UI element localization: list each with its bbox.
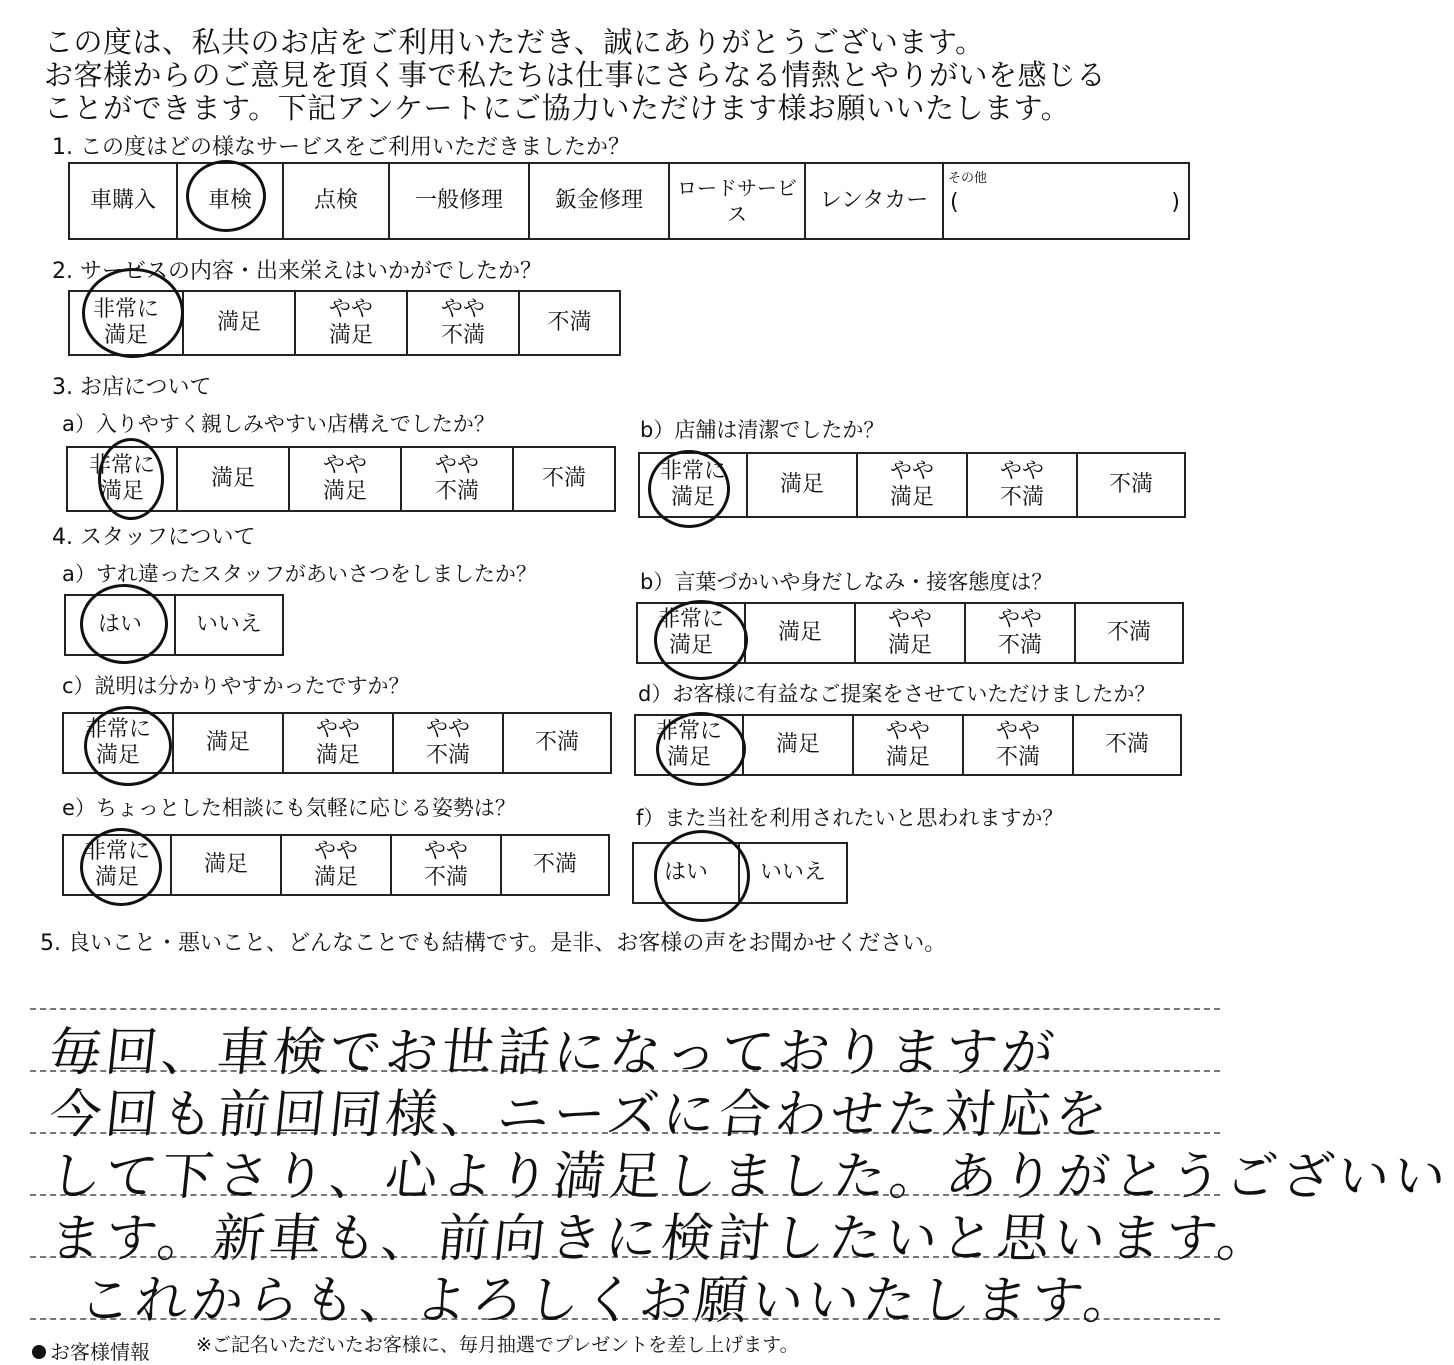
q3a-option-satisfied[interactable]: 満足 xyxy=(177,447,289,511)
q4b-question: b）言葉づかいや身だしなみ・接客態度は？ xyxy=(640,570,1053,594)
option-label: やや xyxy=(997,607,1042,632)
q4f-options xyxy=(632,842,848,904)
option-label: 非常に xyxy=(84,717,151,742)
q3a-question: a）入りやすく親しみやすい店構えでしたか？ xyxy=(62,412,495,436)
q3b-option-somewhat-satisfied[interactable] xyxy=(857,453,967,517)
intro-line: この度は、私共のお店をご利用いただき、誠にありがとうございます。 xyxy=(44,25,985,59)
q4e-question: e）ちょっとした相談にも気軽に応じる姿勢は？ xyxy=(62,796,516,820)
q1-option-other[interactable] xyxy=(943,163,1189,239)
q4b-option-somewhat-dissatisfied[interactable] xyxy=(965,603,1075,663)
q3a-option-somewhat-satisfied[interactable] xyxy=(289,447,401,511)
q4c-options xyxy=(62,712,612,774)
q3b-option-very-satisfied[interactable] xyxy=(639,453,747,517)
q4a-option-no[interactable]: いいえ xyxy=(175,595,283,655)
q3a-option-dissatisfied[interactable]: 不満 xyxy=(513,447,615,511)
option-label: 満足 xyxy=(328,323,373,348)
q2-options xyxy=(68,290,621,356)
option-label: やや xyxy=(885,719,930,744)
q3a-options xyxy=(66,446,616,512)
q1-option-checkup[interactable]: 点検 xyxy=(283,163,389,239)
q4f-option-no[interactable]: いいえ xyxy=(739,843,847,903)
option-label: やや xyxy=(425,717,470,742)
intro-line: ことができます。下記アンケートにご協力いただけます様お願いいたします。 xyxy=(44,91,1071,125)
option-label: 満足 xyxy=(315,743,360,768)
option-label: 非常に xyxy=(659,459,726,484)
option-label: やや xyxy=(315,717,360,742)
q2-option-somewhat-dissatisfied[interactable] xyxy=(407,291,519,355)
bullet-icon xyxy=(32,1345,46,1359)
q2-option-dissatisfied[interactable]: 不満 xyxy=(519,291,620,355)
lottery-note: ※ご記名いただいたお客様に、毎月抽選でプレゼントを差し上げます。 xyxy=(196,1334,799,1356)
paren-close: ) xyxy=(1171,190,1180,215)
q4d-option-somewhat-dissatisfied[interactable] xyxy=(963,715,1073,775)
q3b-option-somewhat-dissatisfied[interactable] xyxy=(967,453,1077,517)
q1-option-general-repair[interactable]: 一般修理 xyxy=(389,163,529,239)
q4c-option-somewhat-satisfied[interactable] xyxy=(283,713,393,773)
q1-option-rental-car[interactable]: レンタカー xyxy=(805,163,943,239)
option-label: 満足 xyxy=(885,745,930,770)
intro-line: お客様からのご意見を頂く事で私たちは仕事にさらなる情熱とやりがいを感じる xyxy=(44,58,1107,92)
q1-option-car-purchase[interactable]: 車購入 xyxy=(69,163,177,239)
option-label: 非常に xyxy=(657,607,724,632)
q4b-options xyxy=(636,602,1184,664)
option-label: 不満 xyxy=(440,323,485,348)
option-label: やや xyxy=(889,459,934,484)
q4d-option-dissatisfied[interactable]: 不満 xyxy=(1073,715,1181,775)
customer-info-label: お客様情報 xyxy=(50,1340,150,1364)
q4c-option-satisfied[interactable]: 満足 xyxy=(173,713,283,773)
option-label: 満足 xyxy=(322,479,367,504)
q4e-option-somewhat-dissatisfied[interactable] xyxy=(391,835,501,895)
comment-area[interactable] xyxy=(30,1000,1453,1331)
option-label: 非常に xyxy=(83,839,150,864)
q3b-option-dissatisfied[interactable]: 不満 xyxy=(1077,453,1185,517)
q4c-option-very-satisfied[interactable] xyxy=(63,713,173,773)
q4c-question: c）説明は分かりやすかったですか？ xyxy=(62,674,410,698)
option-label: やや xyxy=(887,607,932,632)
q3b-option-satisfied[interactable]: 満足 xyxy=(747,453,857,517)
q4-title: 4. スタッフについて xyxy=(52,525,256,550)
option-label: 満足 xyxy=(95,743,140,768)
q3a-option-very-satisfied[interactable] xyxy=(67,447,177,511)
option-label: 満足 xyxy=(668,633,713,658)
q4d-option-very-satisfied[interactable] xyxy=(635,715,743,775)
option-label: 非常に xyxy=(655,719,722,744)
q4d-options xyxy=(634,714,1182,776)
customer-info-heading xyxy=(32,1336,150,1365)
q4f-question: f）また当社を利用されたいと思われますか？ xyxy=(636,806,1064,830)
option-label: やや xyxy=(440,297,485,322)
option-label: 非常に xyxy=(88,453,155,478)
q1-options xyxy=(68,162,1190,240)
option-label: 満足 xyxy=(103,323,148,348)
q4b-option-satisfied[interactable]: 満足 xyxy=(745,603,855,663)
option-label: 満足 xyxy=(889,485,934,510)
q4b-option-dissatisfied[interactable]: 不満 xyxy=(1075,603,1183,663)
q4b-option-somewhat-satisfied[interactable] xyxy=(855,603,965,663)
q4d-option-satisfied[interactable]: 満足 xyxy=(743,715,853,775)
q1-option-inspection-shaken[interactable]: 車検 xyxy=(177,163,283,239)
option-label: 不満 xyxy=(423,865,468,890)
q2-option-very-satisfied[interactable] xyxy=(69,291,183,355)
handwritten-line: これからも、よろしくお願いいたします。 xyxy=(76,1271,1143,1331)
q4e-option-satisfied[interactable]: 満足 xyxy=(171,835,281,895)
option-label: やや xyxy=(423,839,468,864)
option-label: 満足 xyxy=(887,633,932,658)
q4e-option-dissatisfied[interactable]: 不満 xyxy=(501,835,609,895)
q3b-question: b）店舗は清潔でしたか？ xyxy=(640,418,885,442)
q4d-option-somewhat-satisfied[interactable] xyxy=(853,715,963,775)
q4a-options xyxy=(64,594,284,656)
other-label: その他 xyxy=(948,171,988,186)
option-label: 満足 xyxy=(94,865,139,890)
q4f-option-yes[interactable]: はい xyxy=(633,843,739,903)
q3a-option-somewhat-dissatisfied[interactable] xyxy=(401,447,513,511)
q4c-option-somewhat-dissatisfied[interactable] xyxy=(393,713,503,773)
q4e-options xyxy=(62,834,610,896)
q4e-option-somewhat-satisfied[interactable] xyxy=(281,835,391,895)
q3-title: 3. お店について xyxy=(52,375,212,400)
option-label: 満足 xyxy=(313,865,358,890)
q2-option-satisfied[interactable]: 満足 xyxy=(183,291,295,355)
option-label: 不満 xyxy=(997,633,1042,658)
q5-question: 5. 良いこと・悪いこと、どんなことでも結構です。是非、お客様の声をお聞かせください。 xyxy=(40,931,947,956)
option-label: やや xyxy=(995,719,1040,744)
option-label: 不満 xyxy=(425,743,470,768)
handwritten-line: 毎回、車検でお世話になっておりますが xyxy=(46,1023,1061,1083)
handwritten-line: 今回も前回同様、ニーズに合わせた対応を xyxy=(46,1085,1114,1145)
option-label: やや xyxy=(313,839,358,864)
q4e-option-very-satisfied[interactable] xyxy=(63,835,171,895)
q1-option-body-repair[interactable]: 鈑金修理 xyxy=(529,163,669,239)
handwritten-line: ます。新車も、前向きに検討したいと思います。 xyxy=(46,1209,1277,1269)
option-label: やや xyxy=(434,453,479,478)
option-label: 不満 xyxy=(999,485,1044,510)
option-label: やや xyxy=(328,297,373,322)
option-label: 非常に xyxy=(92,297,159,322)
q4a-option-yes[interactable]: はい xyxy=(65,595,175,655)
q4a-question: a）すれ違ったスタッフがあいさつをしましたか？ xyxy=(62,562,537,586)
option-label: 不満 xyxy=(995,745,1040,770)
q2-option-somewhat-satisfied[interactable] xyxy=(295,291,407,355)
option-label: やや xyxy=(999,459,1044,484)
q4c-option-dissatisfied[interactable]: 不満 xyxy=(503,713,611,773)
option-label: 満足 xyxy=(666,745,711,770)
other-field[interactable] xyxy=(950,190,1180,216)
q3b-options xyxy=(638,452,1186,518)
option-label: 不満 xyxy=(434,479,479,504)
intro-text xyxy=(44,26,1224,125)
paren-open: ( xyxy=(950,190,959,215)
option-label: やや xyxy=(322,453,367,478)
option-label: 満足 xyxy=(670,485,715,510)
q4d-question: d）お客様に有益なご提案をさせていただけましたか？ xyxy=(638,682,1156,706)
q1-option-road-service[interactable]: ロードサービス xyxy=(669,163,805,239)
handwritten-line: して下さり、心より満足しました。ありがとうございい xyxy=(46,1147,1453,1207)
q4b-option-very-satisfied[interactable] xyxy=(637,603,745,663)
q1-question: 1. この度はどの様なサービスをご利用いただきましたか？ xyxy=(52,135,630,160)
q2-question: 2. サービスの内容・出来栄えはいかがでしたか？ xyxy=(52,259,542,284)
option-label: 満足 xyxy=(99,479,144,504)
